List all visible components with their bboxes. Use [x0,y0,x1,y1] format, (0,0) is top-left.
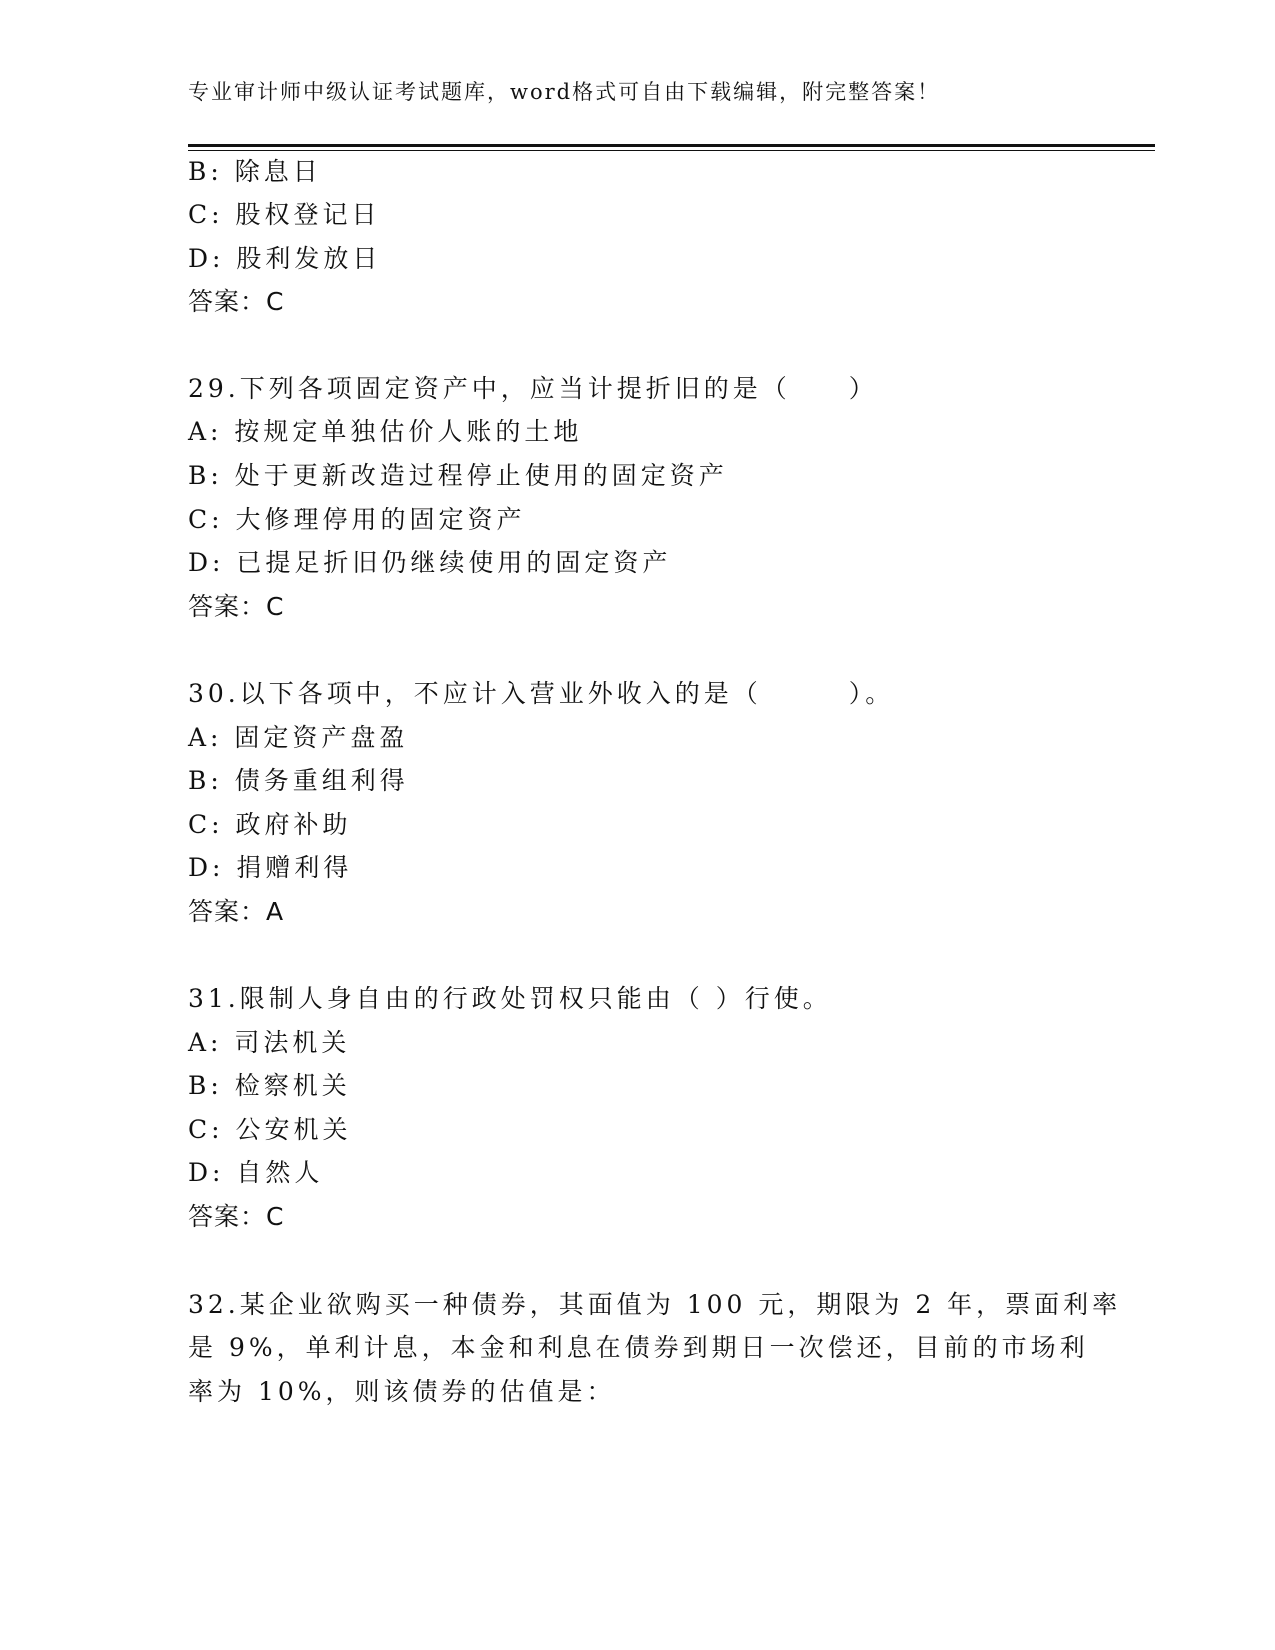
header-rule-thick [188,144,1155,147]
q29-option-c: C: 大修理停用的固定资产 [188,505,526,534]
q30-option-c: C: 政府补助 [188,810,352,839]
q31-option-b: B: 检察机关 [188,1071,351,1100]
q32-stem-line-2: 是 9%，单利计息，本金和利息在债券到期日一次偿还，目前的市场利 [188,1333,1089,1362]
q29-option-b: B: 处于更新改造过程停止使用的固定资产 [188,461,728,490]
q28-option-b: B: 除息日 [188,157,322,186]
q31-option-d: D: 自然人 [188,1158,324,1187]
q32-stem-line-3: 率为 10%，则该债券的估值是： [188,1377,616,1406]
q32-stem-line-1: 32.某企业欲购买一种债券，其面值为 100 元，期限为 2 年，票面利率 [188,1290,1122,1319]
q31-stem: 31.限制人身自由的行政处罚权只能由（ ）行使。 [188,984,832,1013]
q31-answer: 答案：C [188,1202,285,1231]
q30-option-b: B: 债务重组利得 [188,766,409,795]
q29-option-a: A: 按规定单独估价人账的土地 [188,417,583,446]
q29-stem: 29.下列各项固定资产中，应当计提折旧的是（ ） [188,374,878,403]
q31-option-a: A: 司法机关 [188,1028,351,1057]
page-header: 专业审计师中级认证考试题库，word格式可自由下载编辑，附完整答案！ [188,80,941,104]
q30-option-d: D: 捐赠利得 [188,853,353,882]
header-rule-thin [188,150,1155,151]
q28-option-d: D: 股利发放日 [188,244,382,273]
q30-answer: 答案：A [188,897,285,926]
q28-answer: 答案：C [188,287,285,316]
q29-option-d: D: 已提足折旧仍继续使用的固定资产 [188,548,672,577]
q30-stem: 30.以下各项中，不应计入营业外收入的是（ ）。 [188,679,895,708]
q30-option-a: A: 固定资产盘盈 [188,723,409,752]
q29-answer: 答案：C [188,592,285,621]
q31-option-c: C: 公安机关 [188,1115,352,1144]
q28-option-c: C: 股权登记日 [188,200,381,229]
